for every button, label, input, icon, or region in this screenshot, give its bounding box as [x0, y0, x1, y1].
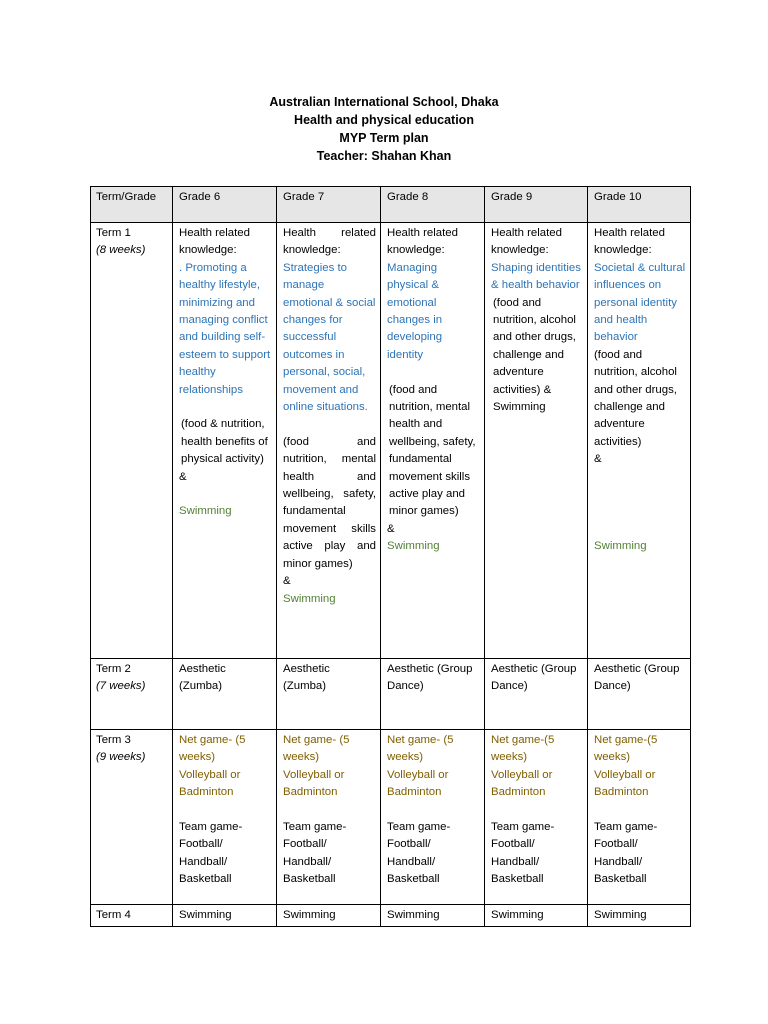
table-row-term2 — [91, 659, 691, 730]
content-text: (food and nutrition, alcohol and other drugs, challenge and adventure activities) & Swimming — [493, 296, 576, 414]
content-text: (food & nutrition, health benefits of physical activity) — [181, 418, 268, 466]
column-header: Grade 8 — [381, 187, 485, 223]
net-options-text: Volleyball or Badminton — [387, 768, 449, 799]
swimming-text: Swimming — [179, 505, 232, 518]
table-row-term4 — [91, 905, 691, 927]
term-cell — [91, 223, 173, 659]
swimming-text: Swimming — [283, 592, 336, 605]
term-label: Term 4 — [96, 909, 131, 921]
team-game-text: Team game-Football/ Handball/ Basketball — [491, 821, 555, 886]
term-cell — [91, 905, 173, 927]
grade10-term1-cell — [588, 223, 691, 659]
grade8-term3-cell — [381, 730, 485, 905]
team-game-text: Team game-Football/ Handball/ Basketball — [594, 821, 658, 886]
column-header: Grade 9 — [485, 187, 588, 223]
topic-text: Managing physical & emotional changes in developing identity — [387, 261, 443, 361]
topic-text: . Promoting a healthy lifestyle, minimizing and managing conflict and building self-esteem to support healthy relationships — [179, 261, 271, 396]
grade9-term2-cell: Aesthetic (Group Dance) — [485, 659, 588, 730]
grade8-term4-cell: Swimming — [381, 905, 485, 927]
ampersand: & — [283, 575, 291, 588]
column-header: Grade 10 — [588, 187, 691, 223]
column-header: Grade 7 — [277, 187, 381, 223]
intro-text: Health related knowledge: — [491, 227, 562, 257]
ampersand: & — [179, 470, 187, 483]
net-options-text: Volleyball or Badminton — [491, 768, 553, 799]
term-cell — [91, 730, 173, 905]
net-game-text: Net game-(5 weeks) — [594, 734, 658, 764]
grade10-term4-cell: Swimming — [588, 905, 691, 927]
column-header: Grade 6 — [173, 187, 277, 223]
intro-text: Health related knowledge: — [387, 227, 458, 257]
team-game-text: Team game-Football/ Handball/ Basketball — [283, 821, 347, 886]
topic-text: Shaping identities & health behavior — [491, 261, 581, 292]
intro-text: Health related knowledge: — [283, 227, 376, 257]
column-header: Term/Grade — [91, 187, 173, 223]
grade7-term1-cell — [277, 223, 381, 659]
intro-text: Health related knowledge: — [179, 227, 250, 257]
ampersand: & — [594, 453, 602, 466]
net-options-text: Volleyball or Badminton — [594, 768, 656, 799]
grade8-term1-cell — [381, 223, 485, 659]
net-game-text: Net game- (5 weeks) — [179, 734, 246, 764]
ampersand: & — [387, 522, 395, 535]
content-text: (food and nutrition, alcohol and other drugs, challenge and adventure activities) — [594, 348, 677, 448]
grade7-term4-cell: Swimming — [277, 905, 381, 927]
grade6-term4-cell: Swimming — [173, 905, 277, 927]
swimming-text: Swimming — [594, 540, 647, 553]
team-game-text: Team game-Football/ Handball/ Basketball — [179, 821, 243, 886]
net-options-text: Volleyball or Badminton — [179, 768, 241, 799]
grade9-term1-cell — [485, 223, 588, 659]
plan-title: MYP Term plan — [339, 131, 429, 145]
grade9-term4-cell: Swimming — [485, 905, 588, 927]
document-header — [0, 93, 768, 165]
term-label: Term 2 — [96, 663, 131, 675]
content-text: (food and nutrition, mental health and wellbeing, safety, fundamental movement skills active play and minor games) — [389, 383, 476, 518]
table-row-term1 — [91, 223, 691, 659]
grade6-term1-cell — [173, 223, 277, 659]
subject-title: Health and physical education — [294, 113, 474, 127]
table-row-term3 — [91, 730, 691, 905]
swimming-text: Swimming — [387, 540, 440, 553]
term-label: Term 1 — [96, 227, 131, 239]
grade7-term3-cell — [277, 730, 381, 905]
term-weeks: (7 weeks) — [96, 680, 146, 693]
grade7-term2-cell: Aesthetic (Zumba) — [277, 659, 381, 730]
topic-text: Strategies to manage emotional & social changes for successful outcomes in personal, social, movement and online situations. — [283, 261, 376, 414]
net-game-text: Net game- (5 weeks) — [283, 734, 350, 764]
term-weeks: (8 weeks) — [96, 244, 146, 257]
net-options-text: Volleyball or Badminton — [283, 768, 345, 799]
content-text: (food and nutrition, mental health and wellbeing, safety, fundamental movement skills active play and minor games) — [283, 435, 376, 570]
grade6-term2-cell: Aesthetic (Zumba) — [173, 659, 277, 730]
team-game-text: Team game-Football/ Handball/ Basketball — [387, 821, 451, 886]
teacher-name: Teacher: Shahan Khan — [316, 149, 452, 163]
net-game-text: Net game- (5 weeks) — [387, 734, 454, 764]
grade10-term3-cell — [588, 730, 691, 905]
grade10-term2-cell: Aesthetic (Group Dance) — [588, 659, 691, 730]
table-header-row — [91, 187, 691, 223]
grade8-term2-cell: Aesthetic (Group Dance) — [381, 659, 485, 730]
topic-text: Societal & cultural influences on personal identity and health behavior — [594, 261, 686, 344]
term-label: Term 3 — [96, 734, 131, 746]
grade9-term3-cell — [485, 730, 588, 905]
term-plan-table — [90, 186, 691, 927]
grade6-term3-cell — [173, 730, 277, 905]
school-name: Australian International School, Dhaka — [269, 95, 499, 109]
intro-text: Health related knowledge: — [594, 227, 665, 257]
term-cell — [91, 659, 173, 730]
net-game-text: Net game-(5 weeks) — [491, 734, 555, 764]
term-weeks: (9 weeks) — [96, 751, 146, 764]
